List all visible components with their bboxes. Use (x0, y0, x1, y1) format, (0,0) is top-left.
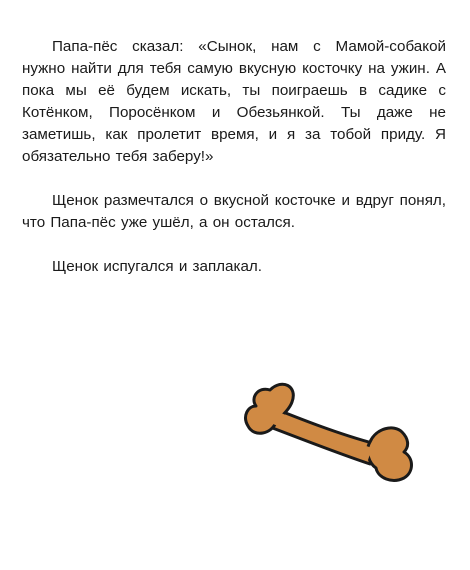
paragraph-puppy-dreaming: Щенок размечтался о вкусной косточке и вдруг понял, что Папа-пёс уже ушёл, а он остался. (22, 192, 446, 231)
paragraph-papa-speech: Папа-пёс сказал: «Сынок, нам с Мамой-собакой нужно найти для тебя самую вкусную косточку на ужин. А пока мы её будем искать, ты поиграешь в садике с Котёнком, Поросёнком и Обезьянкой. Ты даже не заметишь, как пролетит время, и я за тобой приду. Я обязательно тебя заберу!» (22, 38, 446, 165)
paragraph-puppy-crying: Щенок испугался и заплакал. (52, 258, 262, 275)
bone-illustration (238, 372, 416, 484)
bone-icon (238, 372, 416, 484)
bone-right-knob (368, 428, 412, 480)
story-text (22, 36, 446, 300)
